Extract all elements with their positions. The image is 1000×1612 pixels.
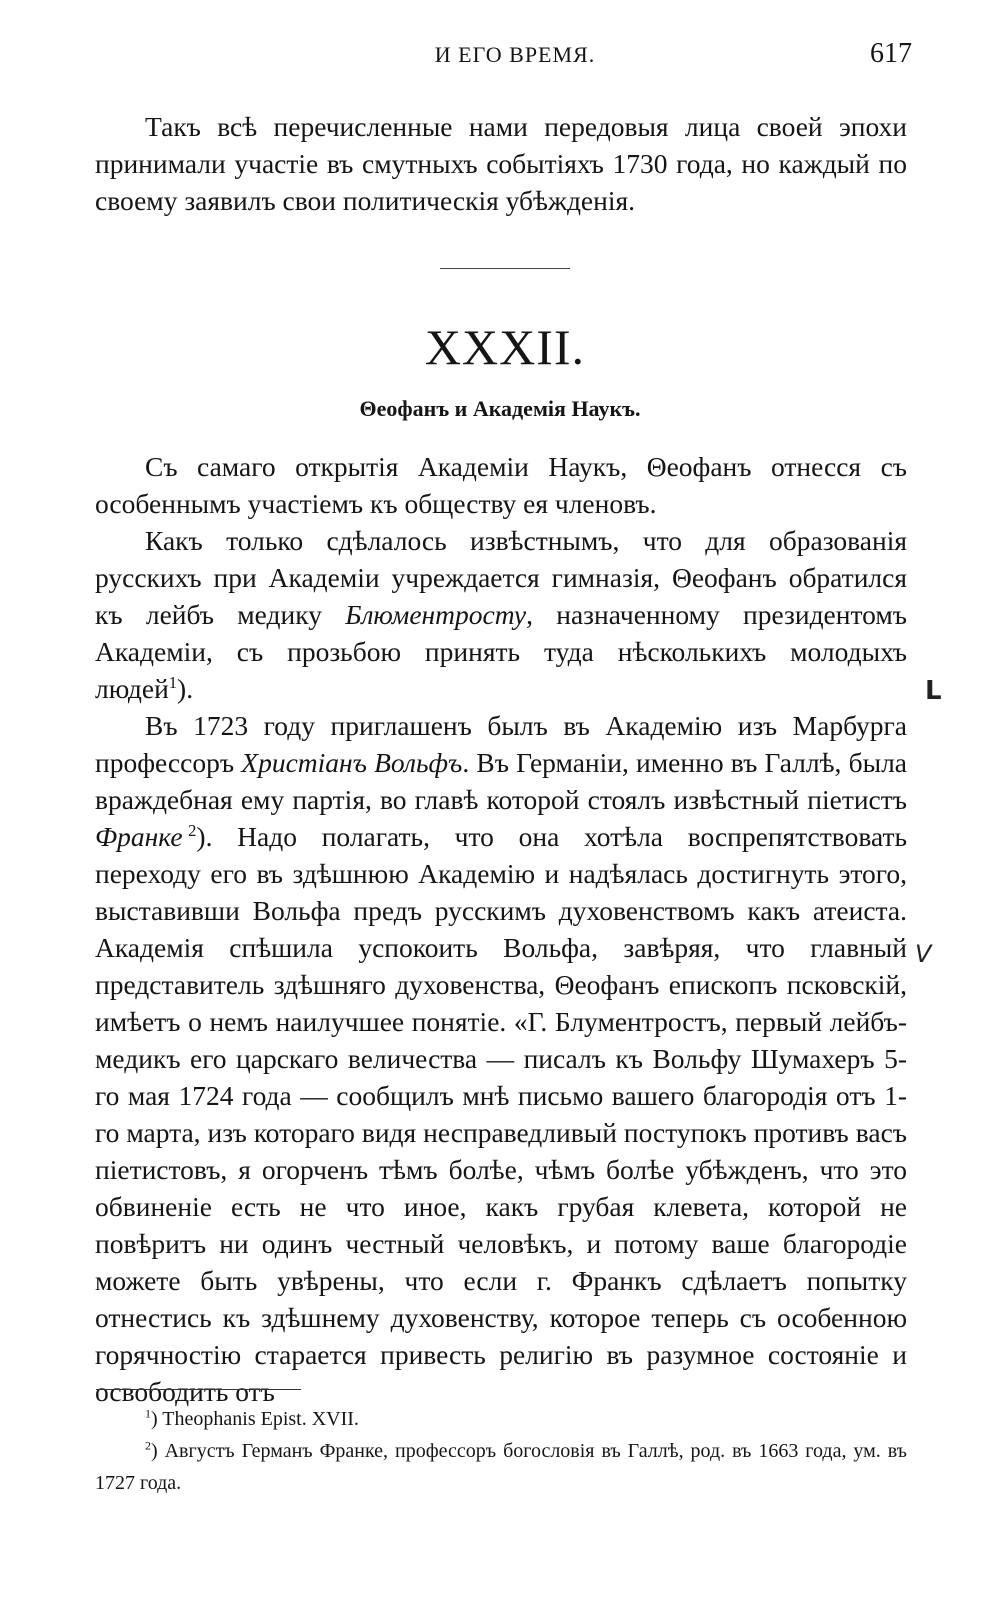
name-francke: Франке: [95, 821, 183, 852]
footnotes: [95, 1403, 907, 1499]
footnote-1-text: ) Theophanis Epist. XVII.: [151, 1408, 359, 1430]
footnote-2: [95, 1435, 907, 1499]
name-blumentrost: Блюментросту: [345, 599, 527, 630]
section-separator: [440, 268, 570, 269]
name-wolff: Христіанъ Вольфъ: [241, 747, 463, 778]
footnote-1: [95, 1403, 907, 1435]
paragraph-2-text-a: Какъ только сдѣлалось извѣстнымъ, что для образованія русскихъ при Академіи учреждается гимназія, Θеофанъ обратился къ лейбъ медику: [95, 525, 907, 630]
footnote-ref-1: 1: [168, 672, 178, 692]
paragraph-3-text-c: ). Надо полагать, что она хотѣла воспрепятствовать переходу его въ здѣшнюю Академію и надѣялась достигнуть этого, выставивши Вольфа предъ русскимъ духовенствомъ какъ атеиста. Академія спѣшила успокоить Вольфа, завѣряя, что главный представитель здѣшняго духовенства, Θеофанъ епископъ псковскій, имѣетъ о немъ наилучшее понятіе. «Г. Блументростъ, первый лейбъ-медикъ его царскаго величества — писалъ къ Вольфу Шумахеръ 5-го мая 1724 года — сообщилъ мнѣ письмо вашего благородія отъ 1-го марта, изъ котораго видя несправедливый поступокъ противъ васъ піетистовъ, я огорченъ тѣмъ болѣе, чѣмъ болѣе убѣжденъ, что это обвиненіе есть не что иное, какъ грубая клевета, которой не повѣритъ ни одинъ честный человѣкъ, и потому ваше благородіе можете быть увѣрены, что если г. Франкъ сдѣлаетъ попытку отнестись къ здѣшнему духовенству, которое теперь съ особенною горячностію старается привесть религію въ разумное состояніе и освободить отъ: [95, 821, 907, 1407]
intro-paragraph: Такъ всѣ перечисленные нами передовыя лица своей эпохи принимали участіе въ смутныхъ событіяхъ 1730 года, но каждый по своему заявилъ свои политическія убѣжденія.: [95, 111, 907, 216]
margin-mark-v: V: [915, 940, 932, 968]
chapter-body: [95, 448, 907, 1410]
footnote-ref-2: 2: [188, 820, 197, 840]
margin-mark-l: L: [925, 676, 942, 706]
running-title: И ЕГО ВРЕМЯ.: [434, 42, 596, 67]
paragraph-2: [95, 522, 907, 707]
paragraph-2-text-b: , назначенному президентомъ Академіи, съ прозьбою принять туда нѣсколькихъ молодыхъ людей: [95, 599, 907, 704]
paragraph-3-text-a: Въ 1723 году приглашенъ былъ въ Академію изъ Марбурга профессоръ: [95, 710, 907, 778]
paragraph-2-text-c: ).: [177, 673, 194, 704]
footnote-2-number: 2: [145, 1438, 151, 1453]
paragraph-3: [95, 707, 907, 1410]
footnote-2-text: ) Августъ Германъ Франке, профессоръ богословія въ Галлѣ, род. въ 1663 года, ум. въ 1727 года.: [95, 1440, 907, 1494]
chapter-title: Θеофанъ и Академія Наукъ.: [359, 396, 641, 421]
paragraph-1: Съ самаго открытія Академіи Наукъ, Θеофанъ отнесся съ особеннымъ участіемъ къ обществу ея членовъ.: [95, 451, 907, 519]
chapter-number: XXXII.: [424, 319, 586, 375]
intro-text: [95, 108, 907, 219]
paragraph-3-text-b: . Въ Германіи, именно въ Галлѣ, была враждебная ему партія, во главѣ которой стоялъ извѣстный піетистъ: [95, 747, 907, 815]
page-number: 617: [870, 38, 912, 69]
footnote-1-number: 1: [145, 1406, 151, 1421]
footnote-rule: [96, 1389, 301, 1390]
